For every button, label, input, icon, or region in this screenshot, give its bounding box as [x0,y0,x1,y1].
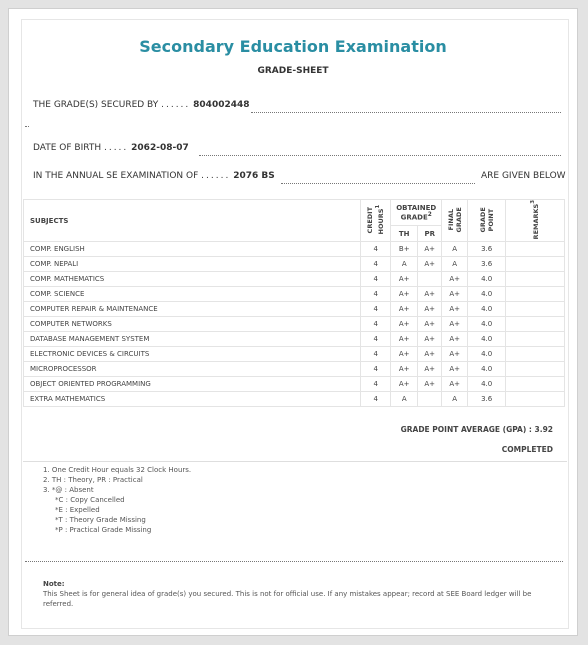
col-remarks-header: REMARKS$^3$ [506,200,565,242]
table-row [24,272,565,287]
grades-secured-label: THE GRADE(S) SECURED BY [33,100,159,110]
note-text: This Sheet is for general idea of grade(s) you secured. This is not for official use. If any mistakes appear; record at SEE Board ledger will be referred. [43,590,532,608]
remarks-cell [506,392,565,407]
col-subjects-header: SUBJECTS [24,200,361,242]
grade-point-cell: 3.6 [468,257,506,272]
divider [23,461,567,462]
table-row [24,257,565,272]
remarks-cell [506,287,565,302]
credit-cell: 4 [361,242,391,257]
subject-cell: ELECTRONIC DEVICES & CIRCUITS [24,347,361,362]
table-row [24,287,565,302]
grade-point-cell: 4.0 [468,287,506,302]
remarks-cell [506,317,565,332]
table-row [24,332,565,347]
final-grade-cell: A+ [442,302,468,317]
grade-point-cell: 4.0 [468,272,506,287]
gpa-value: GRADE POINT AVERAGE (GPA) : 3.92 [400,425,553,434]
theory-grade-cell: A [391,392,418,407]
table-row [24,302,565,317]
table-row [24,362,565,377]
practical-grade-cell [418,272,442,287]
subject-cell: COMPUTER REPAIR & MAINTENANCE [24,302,361,317]
credit-cell: 4 [361,257,391,272]
page-subtitle: GRADE-SHEET [257,66,329,76]
final-grade-cell: A+ [442,317,468,332]
symbol-number: 804002448 [193,100,250,110]
col-th-header: TH [391,225,418,242]
col-final-header: FINAL GRADE [442,200,468,242]
col-obtained-header: OBTAINED GRADE$^2$ [391,200,442,226]
dotted-divider [25,561,563,562]
remarks-cell [506,377,565,392]
exam-label: IN THE ANNUAL SE EXAMINATION OF [33,171,199,181]
footnote-item: *P : Practical Grade Missing [55,526,152,534]
credit-cell: 4 [361,332,391,347]
grade-point-cell: 3.6 [468,242,506,257]
practical-grade-cell: A+ [418,377,442,392]
dob-line: DATE OF BIRTH ..... 2062-08-07 [33,143,189,153]
practical-grade-cell: A+ [418,302,442,317]
subject-cell: COMP. MATHEMATICS [24,272,361,287]
theory-grade-cell: B+ [391,242,418,257]
remarks-cell [506,302,565,317]
theory-grade-cell: A+ [391,332,418,347]
grade-point-cell: 3.6 [468,392,506,407]
subject-cell: COMP. ENGLISH [24,242,361,257]
final-grade-cell: A+ [442,332,468,347]
theory-grade-cell: A+ [391,377,418,392]
final-grade-cell: A+ [442,347,468,362]
grade-point-cell: 4.0 [468,362,506,377]
practical-grade-cell: A+ [418,347,442,362]
given-below-text: ARE GIVEN BELOW [481,171,566,181]
final-grade-cell: A+ [442,377,468,392]
subject-cell: COMP. NEPALI [24,257,361,272]
credit-cell: 4 [361,347,391,362]
theory-grade-cell: A [391,257,418,272]
final-grade-cell: A [442,392,468,407]
credit-cell: 4 [361,392,391,407]
subject-cell: COMP. SCIENCE [24,287,361,302]
dotted-line [25,126,29,127]
table-row [24,347,565,362]
credit-cell: 4 [361,317,391,332]
credit-cell: 4 [361,272,391,287]
subject-cell: MICROPROCESSOR [24,362,361,377]
remarks-cell [506,362,565,377]
final-grade-cell: A+ [442,272,468,287]
table-row [24,242,565,257]
table-row [24,377,565,392]
practical-grade-cell: A+ [418,332,442,347]
page-title: Secondary Education Examination [139,37,447,56]
dob-value: 2062-08-07 [131,143,189,153]
practical-grade-cell: A+ [418,242,442,257]
subject-cell: DATABASE MANAGEMENT SYSTEM [24,332,361,347]
subject-cell: OBJECT ORIENTED PROGRAMMING [24,377,361,392]
subject-cell: EXTRA MATHEMATICS [24,392,361,407]
remarks-cell [506,332,565,347]
footnote-item: 3. *@ : Absent [43,486,94,494]
table-row [24,317,565,332]
final-grade-cell: A [442,257,468,272]
exam-line: IN THE ANNUAL SE EXAMINATION OF ...... 2076 BS [33,171,275,181]
practical-grade-cell: A+ [418,362,442,377]
dotted-line [281,183,475,184]
grade-point-cell: 4.0 [468,317,506,332]
theory-grade-cell: A+ [391,317,418,332]
remarks-cell [506,257,565,272]
practical-grade-cell: A+ [418,317,442,332]
practical-grade-cell: A+ [418,257,442,272]
footnote-item: *T : Theory Grade Missing [55,516,146,524]
grade-point-cell: 4.0 [468,377,506,392]
remarks-cell [506,272,565,287]
footnote-item: *C : Copy Cancelled [55,496,125,504]
final-grade-cell: A+ [442,287,468,302]
theory-grade-cell: A+ [391,287,418,302]
credit-cell: 4 [361,362,391,377]
final-grade-cell: A+ [442,362,468,377]
footnote-item: 1. One Credit Hour equals 32 Clock Hours. [43,466,192,474]
footnote-item: *E : Expelled [55,506,100,514]
status-completed: COMPLETED [501,445,553,454]
col-credit-header: CREDIT HOURS$^1$ [361,200,391,242]
grade-point-cell: 4.0 [468,332,506,347]
theory-grade-cell: A+ [391,302,418,317]
dotted-line [199,155,561,156]
practical-grade-cell [418,392,442,407]
grade-point-cell: 4.0 [468,302,506,317]
subject-cell: COMPUTER NETWORKS [24,317,361,332]
col-point-header: GRADE POINT [468,200,506,242]
theory-grade-cell: A+ [391,272,418,287]
col-pr-header: PR [418,225,442,242]
dob-label: DATE OF BIRTH [33,143,102,153]
grade-point-cell: 4.0 [468,347,506,362]
dotted-line [251,112,561,113]
exam-year: 2076 BS [233,171,275,181]
credit-cell: 4 [361,377,391,392]
theory-grade-cell: A+ [391,362,418,377]
remarks-cell [506,347,565,362]
remarks-cell [506,242,565,257]
credit-cell: 4 [361,302,391,317]
practical-grade-cell: A+ [418,287,442,302]
table-row [24,392,565,407]
grades-table [23,199,565,407]
grades-secured-line: THE GRADE(S) SECURED BY ...... 804002448 [33,100,250,110]
footnote-item: 2. TH : Theory, PR : Practical [43,476,143,484]
credit-cell: 4 [361,287,391,302]
grade-sheet-page [8,8,578,636]
final-grade-cell: A [442,242,468,257]
theory-grade-cell: A+ [391,347,418,362]
note-heading: Note: [43,580,65,588]
